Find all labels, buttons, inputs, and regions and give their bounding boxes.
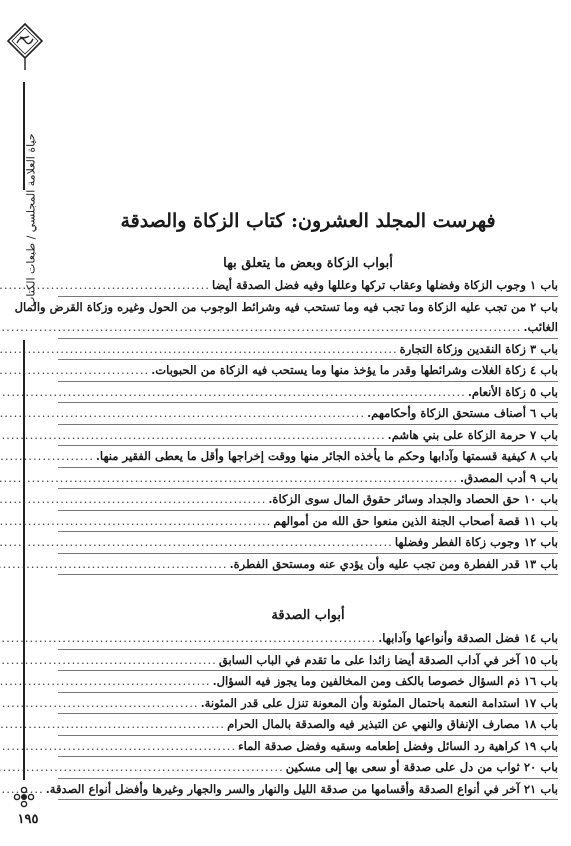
- dot-leader: [0, 339, 398, 359]
- dot-leader: [0, 650, 217, 670]
- entry-text: باب ٨ كيفية قسمتها وآدابها وحكم ما يأخذه الجائر منها ووقت إخراجها وأقل ما يعطى الفقير منها.: [95, 449, 558, 463]
- dot-leader: [0, 693, 199, 713]
- toc-entry: [58, 382, 558, 404]
- entry-text: باب ٧ حرمة الزكاة على بني هاشم.: [387, 427, 558, 442]
- entry-text: باب ١ وجوب الزكاة وفضلها وعقاب تركها وعللها وفيه فضل الصدقة أيضا: [211, 278, 558, 292]
- entry-list-sadaqa: [45, 628, 558, 800]
- toc-entry: [58, 403, 558, 425]
- dot-leader: [0, 468, 458, 488]
- entry-text: باب ٦ أصناف مستحق الزكاة وأحكامهم.: [367, 406, 558, 420]
- dot-leader: [0, 736, 236, 756]
- entry-text: باب ١٥ آخر في آداب الصدقة أيضا زائدا على ما تقدم في الباب السابق: [218, 652, 558, 667]
- dot-leader: [0, 317, 521, 337]
- toc-entry: [58, 425, 558, 447]
- toc-entry: [58, 446, 558, 468]
- entry-text: باب ٢ من تجب عليه الزكاة وما تجب فيه وما تستحب فيه وشرائط الوجوب من الحول وغيره وزكاة القرض والمال: [14, 299, 558, 314]
- entry-text: باب ١٠ حق الحصاد والجداد وسائر حقوق المال سوى الزكاة.: [268, 492, 558, 506]
- toc-entry: [58, 628, 558, 650]
- dot-leader: [0, 360, 149, 380]
- toc-entry: [58, 339, 558, 361]
- entry-text: باب ١١ قصة أصحاب الجنة الذين منعوا حق الله من أموالهم: [273, 513, 558, 528]
- toc-entry: [58, 650, 558, 672]
- toc-entry: [58, 489, 558, 511]
- dot-leader: [0, 489, 266, 509]
- entry-text: باب ١٦ ذم السؤال خصوصا بالكف ومن المخالفين وما يجوز فيه السؤال.: [212, 674, 558, 688]
- entry-text: باب ٢٠ ثواب من دل على صدقة أو سعى بها إلى مسكين: [285, 760, 558, 774]
- toc-entry: [58, 360, 558, 382]
- dot-leader: [0, 532, 393, 552]
- entry-text: باب ٣ زكاة النقدين وزكاة التجارة: [399, 341, 558, 356]
- section-heading-zakat: أبواب الزكاة وبعض ما يتعلق بها: [223, 256, 393, 271]
- entry-text: باب ١٢ وجوب زكاة الفطر وفضلها: [394, 535, 558, 549]
- toc-entry: [58, 511, 558, 533]
- entry-text: باب ٩ أدب المصدق.: [460, 470, 558, 485]
- toc-entry: [58, 757, 558, 779]
- entry-list-zakat: [14, 275, 558, 575]
- dot-leader: [0, 446, 94, 466]
- dot-leader: [0, 757, 284, 777]
- entry-text: باب ١٤ فضل الصدقة وأنواعها وآدابها.: [378, 631, 558, 645]
- dot-leader: [0, 628, 376, 648]
- dot-leader: [0, 671, 211, 691]
- toc-entry: [58, 468, 558, 490]
- toc-entry: [58, 736, 558, 758]
- toc-entry: [58, 554, 558, 576]
- toc-entry: [14, 297, 558, 339]
- dot-leader: [0, 403, 365, 423]
- entry-text: باب ١٧ استدامة النعمة باحتمال المئونة وأن المعونة تنزل على قدر المئونة.: [200, 695, 558, 710]
- entry-text: باب ٢١ آخر في أنواع الصدقة وأقسامها من صدقة الليل والنهار والسر والجهار وغيرها وأفضل أنواع الصدقة.: [45, 781, 558, 796]
- dot-leader: [0, 382, 466, 402]
- dot-leader: [0, 275, 210, 295]
- entry-text: باب ١٣ قدر الفطرة ومن تجب عليه وأن يؤدي عنه ومستحق الفطرة.: [229, 556, 558, 571]
- toc-entry: [58, 693, 558, 715]
- toc-entry: [58, 671, 558, 693]
- entry-text: باب ١٨ مصارف الإنفاق والنهي عن التبذير فيه والصدقة بالمال الحرام: [227, 717, 558, 731]
- dot-leader: [0, 511, 271, 531]
- journal-logo: [6, 22, 44, 70]
- page-title: فهرست المجلد العشرون: كتاب الزكاة والصدقة: [120, 210, 496, 232]
- dot-leader: [0, 425, 386, 445]
- dot-leader: [0, 554, 228, 574]
- entry-text-continued: الغائب.: [523, 319, 558, 334]
- dot-leader: [0, 779, 44, 799]
- toc-entry: [45, 779, 558, 801]
- toc-entry: [58, 275, 558, 297]
- dot-leader: [0, 714, 225, 734]
- page-number: ١٩٥: [17, 812, 39, 827]
- entry-text: باب ١٩ كراهية رد السائل وفضل إطعامه وسقيه وفضل صدقة الماء: [238, 738, 558, 753]
- toc-entry: [58, 532, 558, 554]
- entry-text: باب ٤ زكاة الغلات وشرائطها وقدر ما يؤخذ منها وما يستحب فيه الزكاة من الحبوبات.: [151, 363, 558, 377]
- toc-entry: [58, 714, 558, 736]
- running-title: حياة العلامة المجلسي / طبعات الكتاب: [24, 133, 38, 307]
- section-heading-sadaqa: أبواب الصدقة: [271, 608, 345, 623]
- entry-text: باب ٥ زكاة الأنعام.: [467, 384, 558, 399]
